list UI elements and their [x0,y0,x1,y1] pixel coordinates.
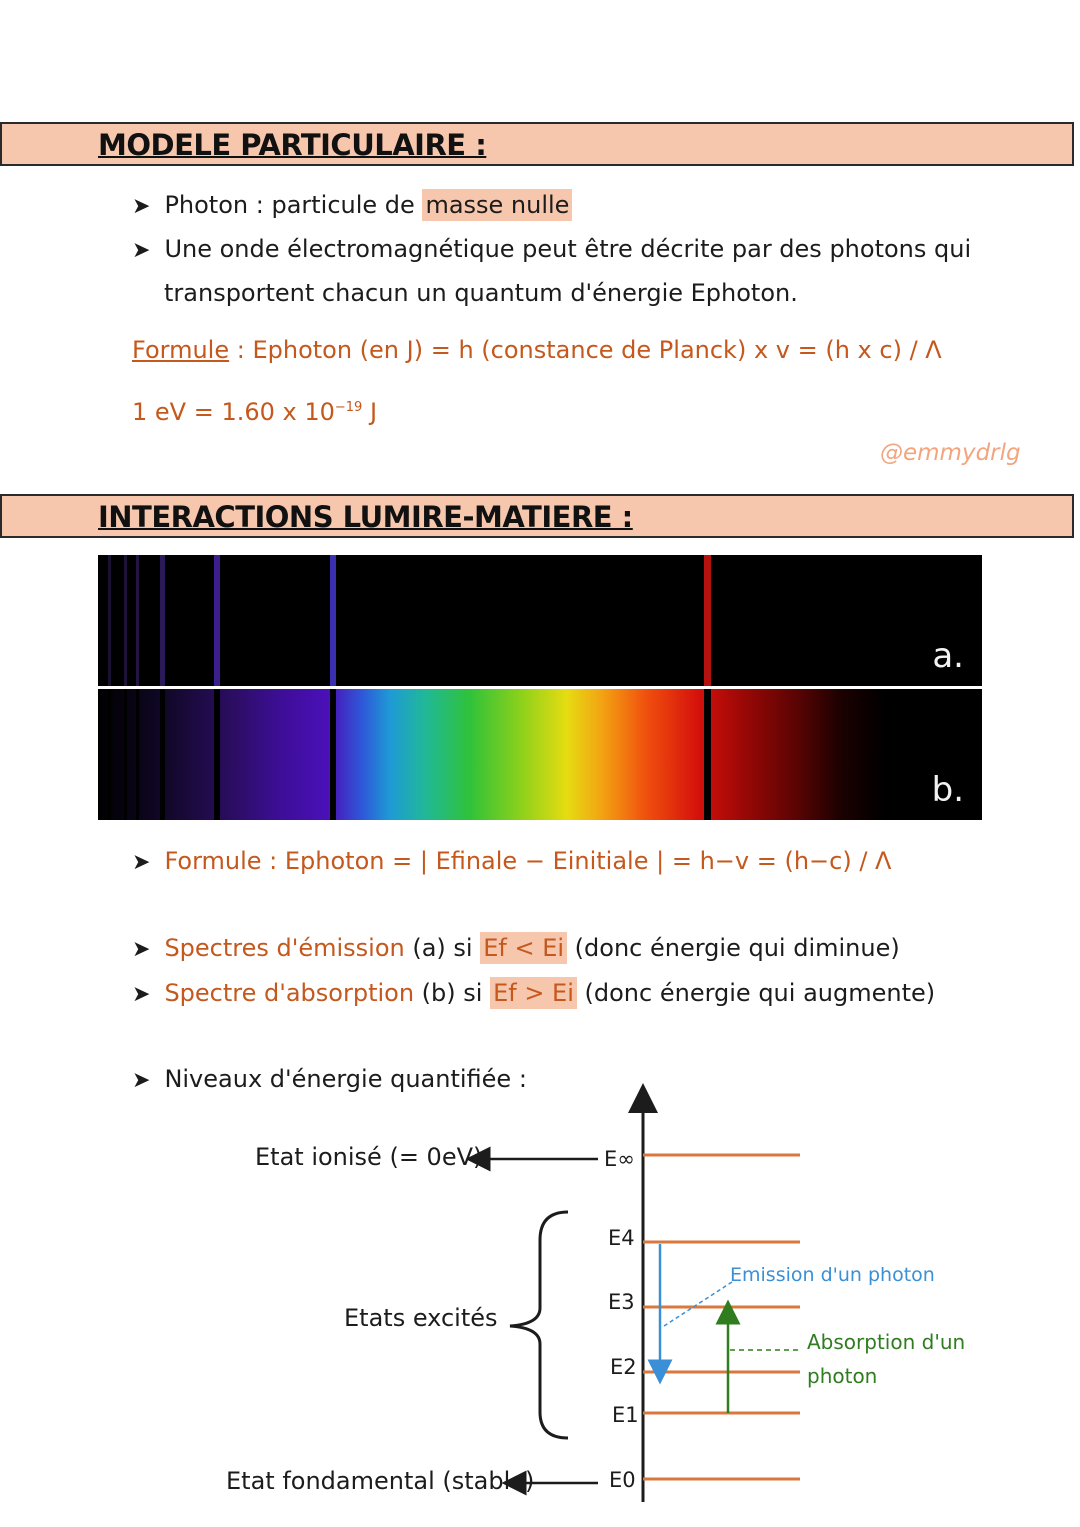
spectrum-b-label: b. [931,770,964,810]
bullet-emission [132,932,900,966]
bullet-arrow-icon: ➤ [132,850,151,875]
ev-conversion [132,392,377,428]
level-label-e1: E1 [612,1403,639,1427]
bullet-absorption [132,977,935,1011]
emission-mid: (a) si [404,934,481,962]
absorption-label: Spectre d'absorption [164,979,415,1007]
emission-condition: Ef < Ei [480,932,567,964]
bullet-arrow-icon: ➤ [132,238,151,263]
bullet-arrow-icon: ➤ [132,982,151,1007]
label-absorption-line2: photon [807,1364,878,1388]
ev-post: J [362,398,378,426]
formula-label: Formule [132,336,230,364]
bullet-arrow-icon: ➤ [132,1068,151,1093]
formula-photon-energy [132,334,942,366]
bullet-arrow-icon: ➤ [132,937,151,962]
level-label-einf: E∞ [604,1147,635,1171]
bullet-arrow-icon: ➤ [132,194,151,219]
bullet-wave [132,233,971,267]
label-absorption-line1: Absorption d'un [807,1330,966,1354]
section-title-particulate: MODELE PARTICULAIRE : [98,128,487,162]
spectrum-a-label: a. [932,636,964,676]
levels-title: Niveaux d'énergie quantifiée : [164,1065,527,1093]
absorption-post: (donc énergie qui augmente) [576,979,936,1007]
absorption-condition: Ef > Ei [490,977,577,1009]
spectrum-emission-image [98,555,982,686]
spectrum-absorption-image [98,689,982,820]
emission-label: Spectres d'émission [164,934,405,962]
bullet-photon-text: Photon : particule de [164,191,423,219]
bullet-photon [132,189,572,223]
level-label-e4: E4 [608,1226,635,1250]
section-title-interactions: INTERACTIONS LUMIRE-MATIERE : [98,500,633,534]
label-ground: Etat fondamental (stable) [226,1467,535,1495]
formula-transition-text: Formule : Ephoton = | Efinale − Einitiale | = h−v = (h−c) / Λ [164,847,892,875]
ev-pre: 1 eV = 1.60 x 10 [132,398,335,426]
label-excited: Etats excités [344,1304,498,1332]
bullet-wave-line1: Une onde électromagnétique peut être décrite par des photons qui [164,235,972,263]
bullet-wave-line2: transportent chacun un quantum d'énergie Ephoton. [164,279,798,307]
emission-pointer [664,1282,732,1326]
brace-excited [510,1212,568,1438]
level-label-e2: E2 [610,1355,637,1379]
label-emission-photon: Emission d'un photon [730,1264,935,1286]
formula-transition [132,845,891,879]
formula-text: : Ephoton (en J) = h (constance de Planck) x v = (h x c) / Λ [229,336,942,364]
level-label-e3: E3 [608,1290,635,1314]
absorption-mid: (b) si [414,979,491,1007]
highlight-masse-nulle: masse nulle [422,189,572,221]
level-label-e0: E0 [609,1468,636,1492]
watermark: @emmydrlg [880,440,1021,466]
energy-level-diagram [0,1080,1080,1520]
emission-post: (donc énergie qui diminue) [567,934,900,962]
ev-exponent: −19 [334,400,363,415]
label-ionised: Etat ionisé (= 0eV) [255,1143,483,1171]
